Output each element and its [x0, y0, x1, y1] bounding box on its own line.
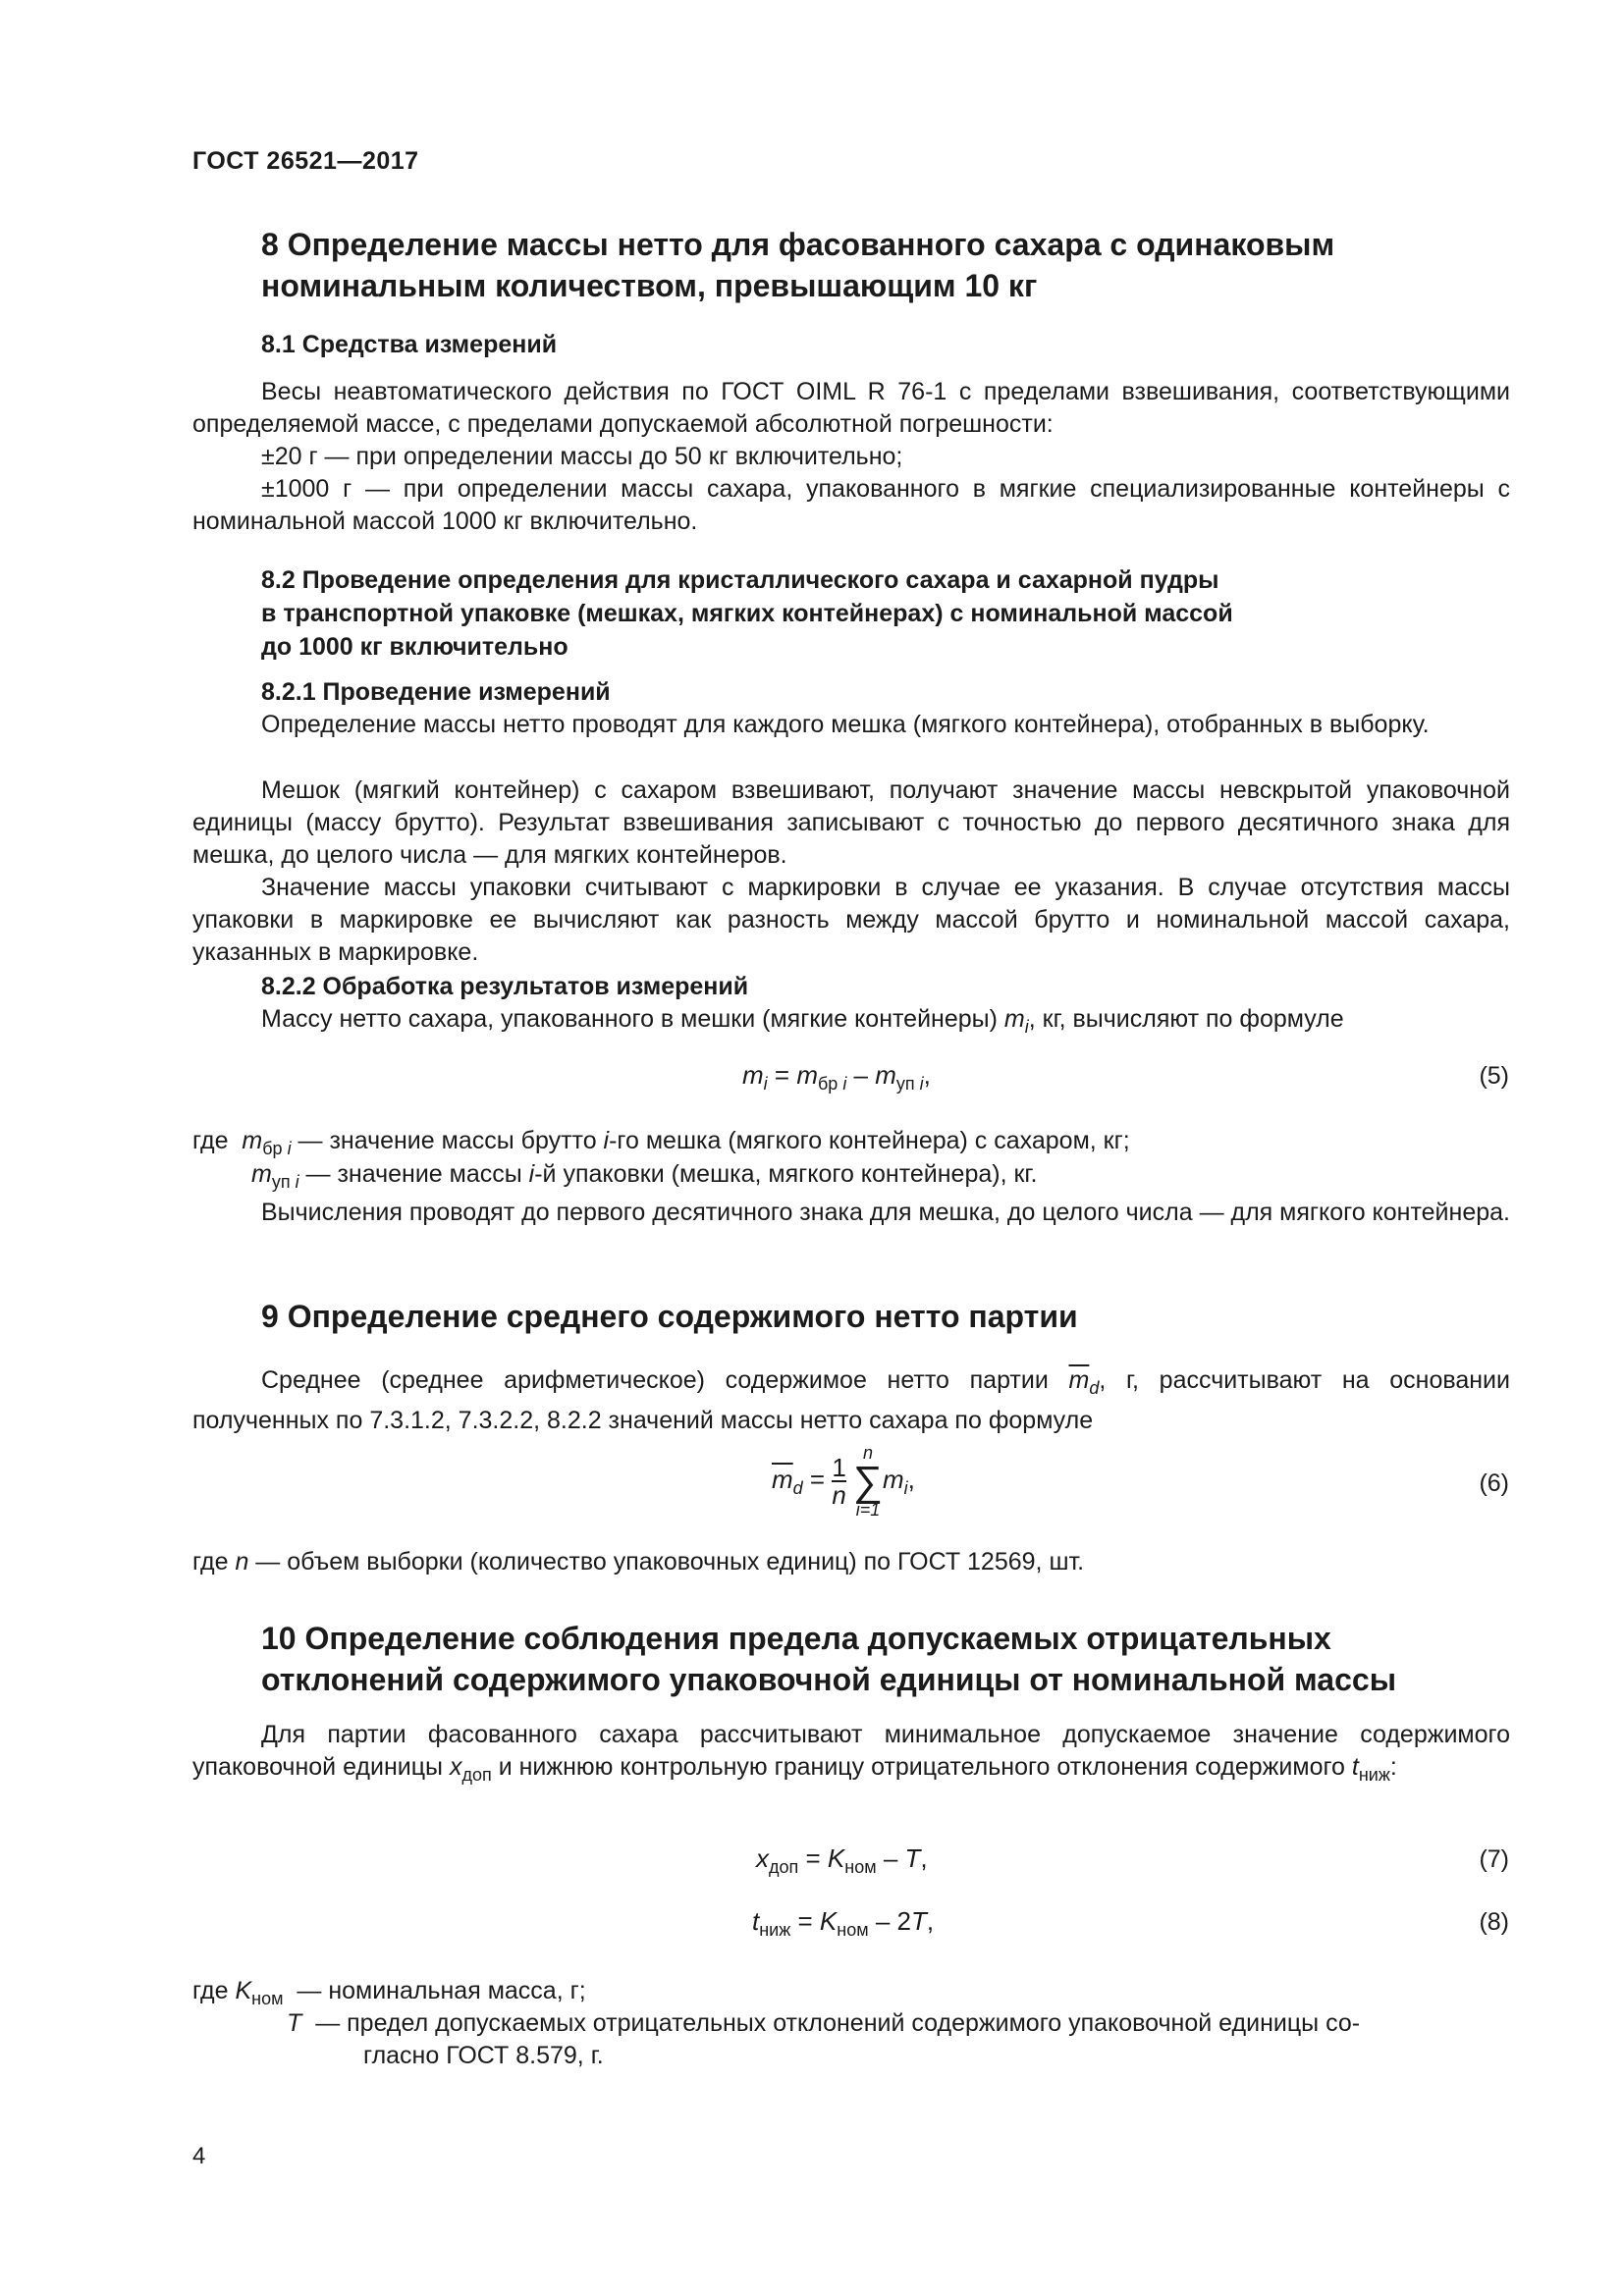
section-8-2-title-line2: в транспортной упаковке (мешках, мягких контейнерах) с номинальной массой [261, 600, 1233, 627]
definition-tolerance: T — предел допускаемых отрицательных отклонений содержимого упаковочной единицы со- [287, 2009, 1361, 2037]
section-9-paragraph: Среднее (среднее арифметическое) содержимое нетто партии $\overline{m}_d$, г, рассчитывают на основании полученных по 7.3.1.2, 7.3.2.2, 8.2.2 значений массы нетто сахара по формуле [192, 1366, 1510, 1434]
section-8-2-title-line1: 8.2 Проведение определения для кристаллического сахара и сахарной пудры [261, 566, 1219, 594]
formula-7: $x_{доп} = K_{ном} - T$, [756, 1843, 928, 1877]
definition-text: — предел допускаемых отрицательных отклонений содержимого упаковочной единицы со- [315, 2009, 1361, 2037]
equation-number-6: (6) [1479, 1469, 1509, 1497]
definition-nominal-mass: где $K_{ном}$ — номинальная масса, г; [192, 1977, 586, 2008]
section-10-title-line1: 10 Определение соблюдения предела допускаемых отрицательных [261, 1621, 1331, 1656]
section-8-title [261, 224, 1538, 306]
section-8-1-paragraph [192, 376, 1510, 441]
section-8-title-line2: номинальным количеством, превышающим 10 кг [261, 268, 1038, 303]
equation-number-7: (7) [1479, 1845, 1509, 1873]
paragraph-text: Значение массы упаковки считывают с маркировки в случае ее указания. В случае отсутствия массы упаковки в маркировке ее вычисляют как разность между массой брутто и номинальной массой сахара, указанных в маркировке. [192, 874, 1510, 966]
paragraph-text: : [1389, 1753, 1397, 1781]
paragraph-text: Вычисления проводят до первого десятичного знака для мешка, до целого числа — для мягкого контейнера. [261, 1199, 1510, 1226]
section-8-2-2-paragraph1: Массу нетто сахара, упакованного в мешки (мягкие контейнеры) $m_i$, кг, вычисляют по формуле [261, 1005, 1344, 1037]
definition-sample-size: где n — объем выборки (количество упаковочных единиц) по ГОСТ 12569, шт. [192, 1548, 1085, 1575]
section-8-2-title [261, 563, 1233, 664]
definition-tolerance-cont: гласно ГОСТ 8.579, г. [363, 2042, 604, 2069]
equation-number-5: (5) [1479, 1062, 1509, 1090]
tolerance-1000g: ±1000 г — при определении массы сахара, упакованного в мягкие специализированные контейнеры с номинальной массой 1000 кг включительно. [192, 475, 1510, 535]
section-8-1-item2 [192, 473, 1510, 538]
paragraph-text: Среднее (среднее арифметическое) содержимое нетто партии [261, 1366, 1069, 1394]
paragraph-text: Для партии фасованного сахара рассчитывают минимальное допускаемое значение содержимого упаковочной единицы [192, 1721, 1510, 1781]
page-number: 4 [192, 2143, 206, 2169]
section-10-title-line2: отклонений содержимого упаковочной единицы от номинальной массы [261, 1662, 1397, 1697]
where-label: где [192, 1548, 236, 1575]
section-10-paragraph: Для партии фасованного сахара рассчитывают минимальное допускаемое значение содержимого упаковочной единицы $x_{доп}$ и нижнюю контрольную границу отрицательного отклонения содержимого $t_{ниж}$: [192, 1721, 1510, 1785]
section-8-title-line1: 8 Определение массы нетто для фасованного сахара с одинаковым [261, 227, 1335, 262]
formula-5: $m_i = m_{бр i} - m_{уп i}$, [742, 1060, 931, 1094]
section-8-2-1-paragraph3 [192, 872, 1510, 969]
paragraph-text: Массу нетто сахара, упакованного в мешки (мягкие контейнеры) [261, 1005, 1004, 1033]
definition-text: — объем выборки (количество упаковочных единиц) по ГОСТ 12569, шт. [248, 1548, 1085, 1575]
paragraph-text: и нижнюю контрольную границу отрицательного отклонения содержимого [491, 1753, 1352, 1781]
paragraph-text: Определение массы нетто проводят для каждого мешка (мягкого контейнера), отобранных в выборку. [261, 711, 1430, 738]
section-8-1-item1 [192, 441, 1510, 473]
section-8-2-title-line3: до 1000 кг включительно [261, 633, 568, 661]
paragraph-text: Мешок (мягкий контейнер) с сахаром взвешивают, получают значение массы невскрытой упаковочной единицы (массу брутто). Результат взвешивания записывают с точностью до первого десятичного знака для мешка, до целого числа — для мягких контейнеров. [192, 776, 1510, 869]
fraction-1-over-n: $\frac{1}{n}$ [832, 1453, 846, 1510]
definition-gross-mass: где $m_{бр i}$ — значение массы брутто i-го мешка (мягкого контейнера) с сахаром, кг; [192, 1127, 1130, 1158]
document-code: ГОСТ 26521—2017 [192, 147, 419, 175]
section-9-title: 9 Определение среднего содержимого нетто партии [261, 1299, 1078, 1334]
definition-package-mass: $m_{уп i}$ — значение массы i-й упаковки (мешка, мягкого контейнера), кг. [251, 1160, 1038, 1192]
section-10-title [261, 1618, 1538, 1700]
definition-text: — номинальная масса, г; [297, 1977, 586, 2004]
section-8-1-text: Весы неавтоматического действия по ГОСТ OIML R 76-1 с пределами взвешивания, соответствующими определяемой массе, с пределами допускаемой абсолютной погрешности: [192, 378, 1510, 438]
where-label: где [192, 1977, 229, 2004]
definition-text: — значение массы [298, 1160, 529, 1188]
definition-text: -го мешка (мягкого контейнера) с сахаром, кг; [609, 1127, 1130, 1154]
formula-8: $t_{ниж} = K_{ном} - 2T$, [752, 1906, 935, 1940]
summation-symbol: n ∑ i=1 [853, 1443, 883, 1520]
paragraph-text: , кг, вычисляют по формуле [1028, 1005, 1344, 1033]
definition-text: -й упаковки (мешка, мягкого контейнера), кг. [534, 1160, 1038, 1188]
section-8-2-1-paragraph1 [192, 709, 1510, 741]
section-8-2-1-title: 8.2.1 Проведение измерений [261, 678, 611, 706]
where-label: где [192, 1127, 229, 1154]
equation-number-8: (8) [1479, 1908, 1509, 1936]
section-8-2-2-paragraph2 [192, 1197, 1510, 1229]
section-8-2-2-title: 8.2.2 Обработка результатов измерений [261, 973, 749, 1000]
section-8-1-title: 8.1 Средства измерений [261, 331, 558, 358]
formula-6: $\overline{m}_d$ = $\frac{1}{n}$ n ∑ i=1 $m_i$, [772, 1443, 915, 1520]
definition-text: — значение массы брутто [291, 1127, 604, 1154]
section-8-2-1-paragraph2 [192, 774, 1510, 872]
paragraph-text: , г, рассчитывают на основании полученных по 7.3.1.2, 7.3.2.2, 8.2.2 значений массы нетто сахара по формуле [192, 1366, 1510, 1434]
tolerance-20g: ±20 г — при определении массы до 50 кг включительно; [261, 443, 903, 470]
